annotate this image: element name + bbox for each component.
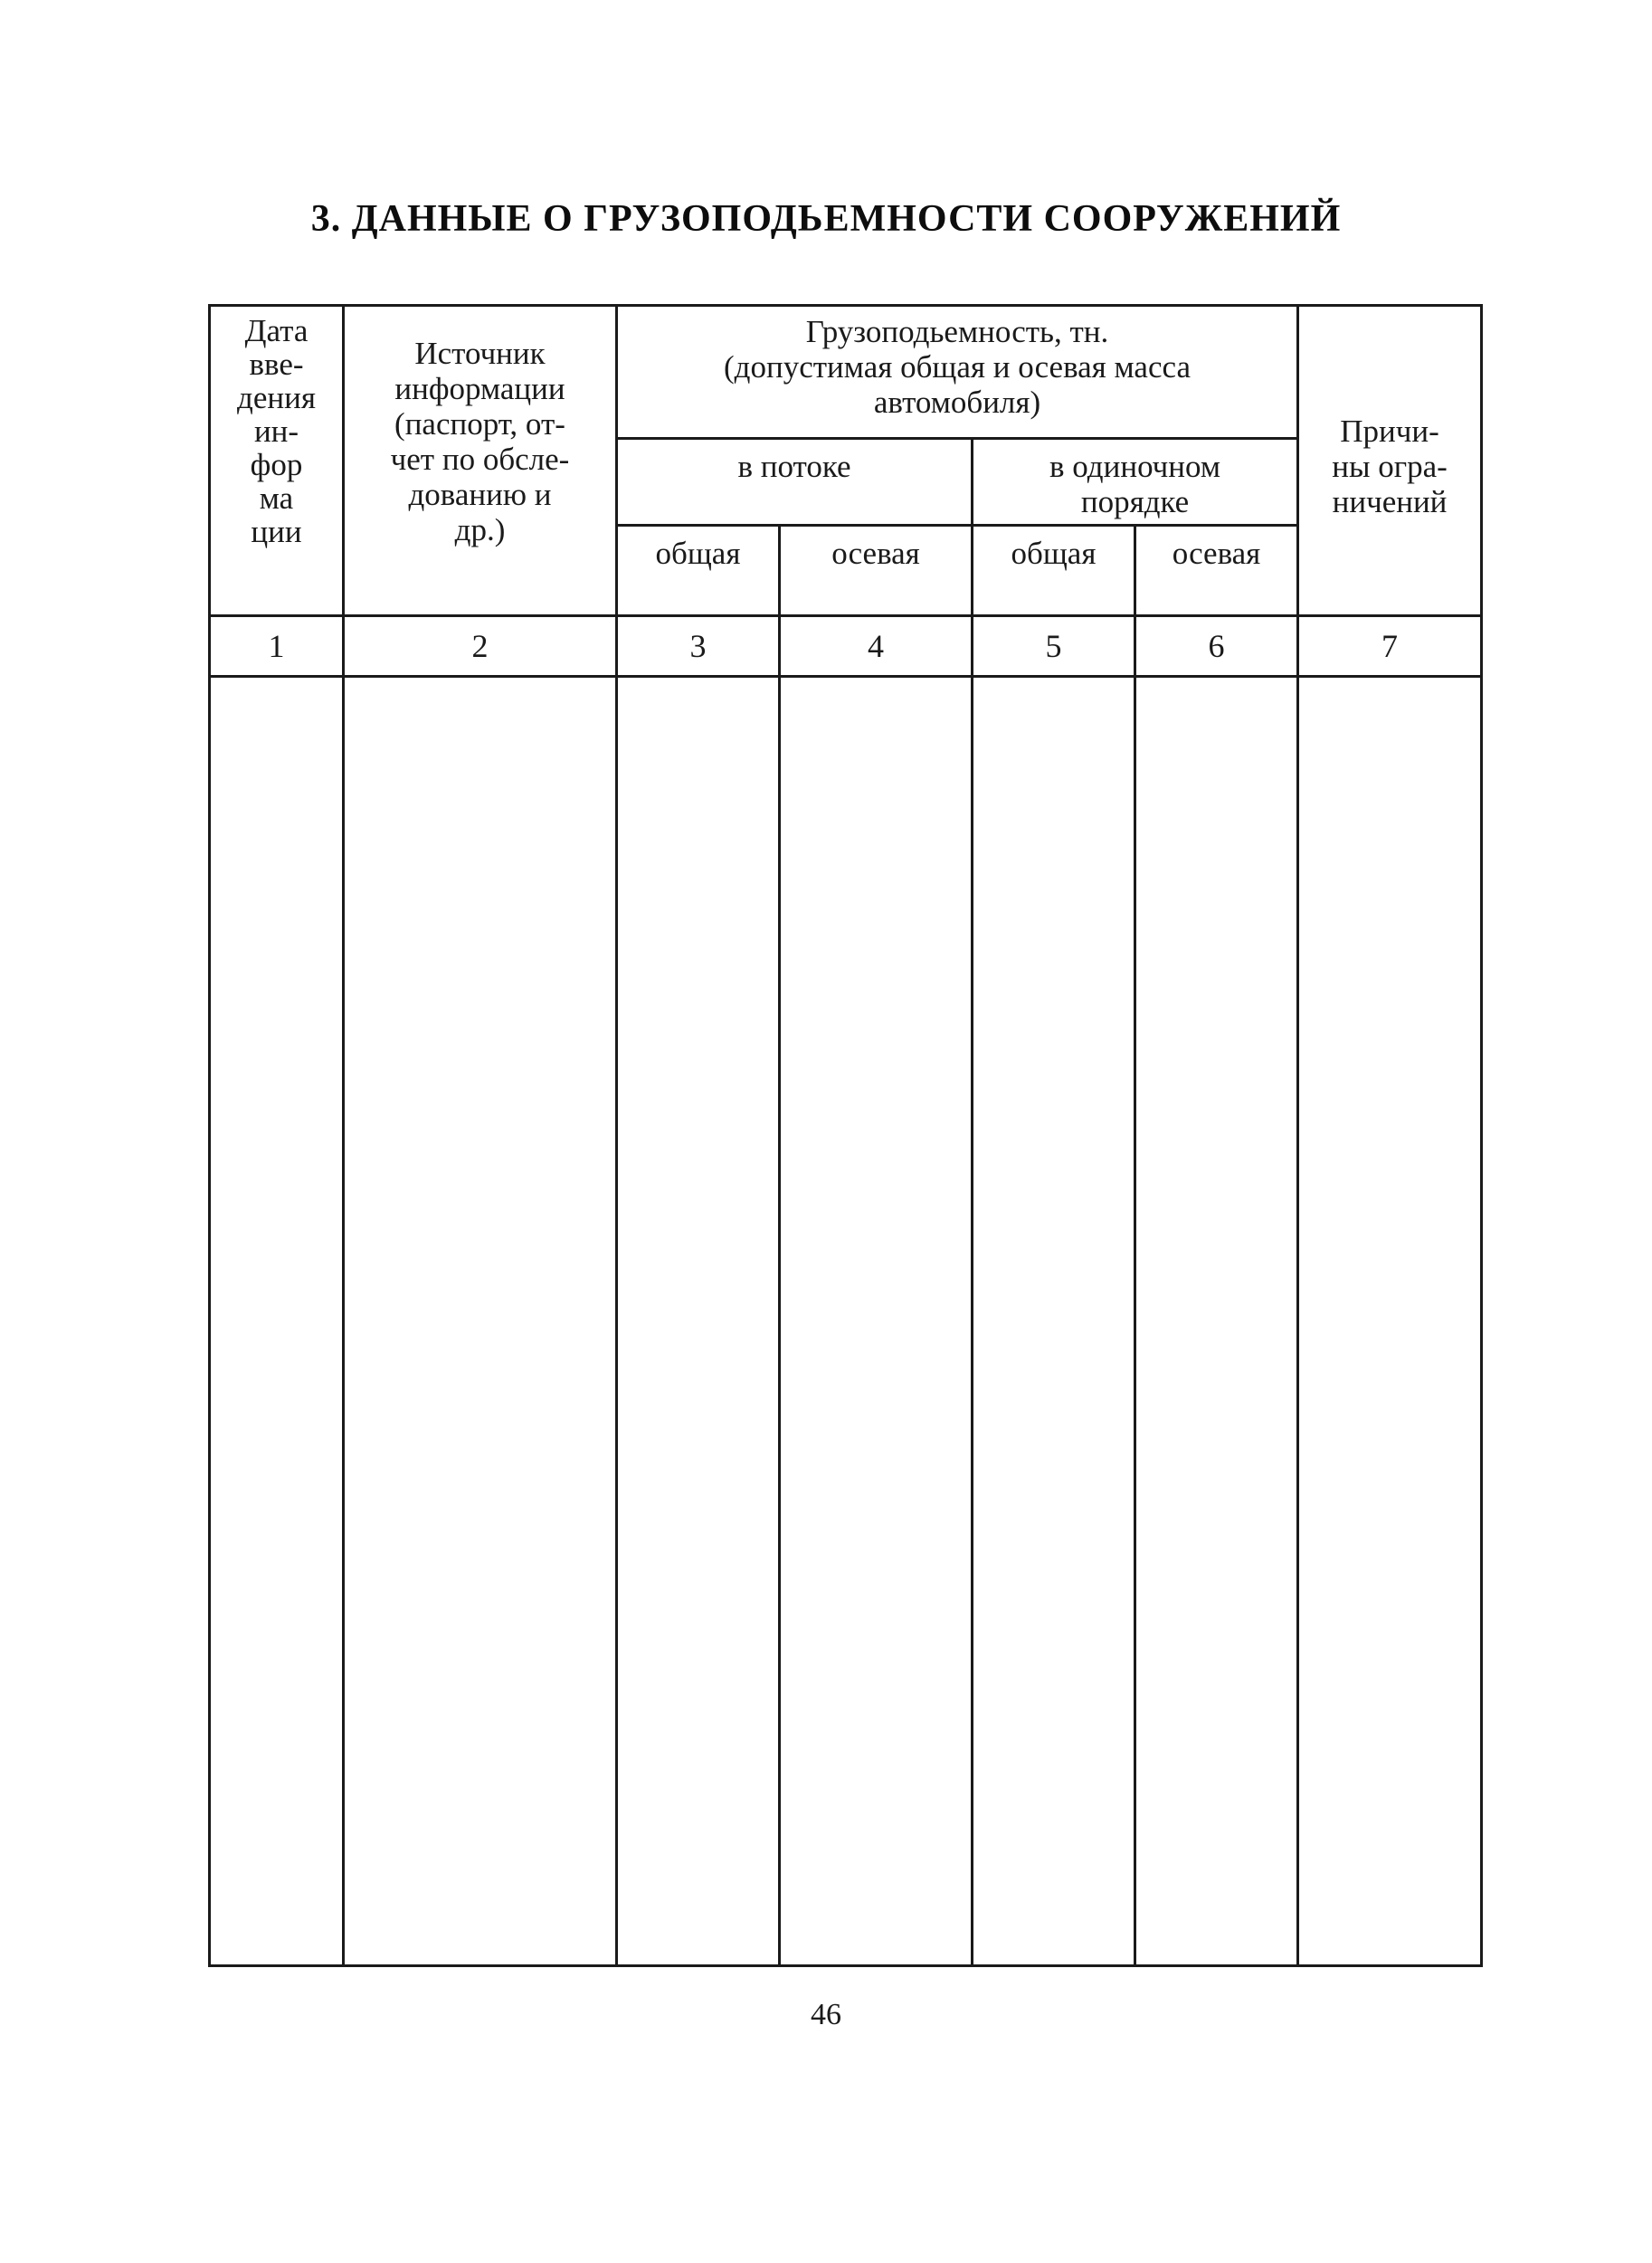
header-load-capacity-group: Грузоподьемность, тн. (допустимая общая и осевая масса автомобиля)	[617, 306, 1298, 439]
header-in-flow: в потоке	[617, 439, 973, 526]
empty-cell	[1135, 677, 1298, 1966]
column-number: 3	[617, 616, 780, 677]
header-total-flow: общая	[617, 526, 780, 616]
empty-cell	[973, 677, 1135, 1966]
column-number: 6	[1135, 616, 1298, 677]
page-title: 3. ДАННЫЕ О ГРУЗОПОДЬЕМНОСТИ СООРУЖЕНИЙ	[310, 198, 1342, 240]
header-axle-single: осевая	[1135, 526, 1298, 616]
header-total-single: общая	[973, 526, 1135, 616]
header-axle-flow: осевая	[780, 526, 973, 616]
empty-cell	[344, 677, 617, 1966]
empty-cell	[1298, 677, 1482, 1966]
table-row	[210, 677, 1482, 1966]
column-number: 1	[210, 616, 344, 677]
empty-cell	[617, 677, 780, 1966]
empty-cell	[210, 677, 344, 1966]
header-single-order: в одиночном порядке	[973, 439, 1298, 526]
column-number: 2	[344, 616, 617, 677]
header-restriction-reasons: Причи- ны огра- ничений	[1298, 306, 1482, 616]
column-number: 4	[780, 616, 973, 677]
header-date-of-entry: Дата вве- дения ин- фор ма ции	[210, 306, 344, 616]
column-number: 5	[973, 616, 1135, 677]
page-number: 46	[811, 1998, 841, 2031]
header-information-source: Источник информации (паспорт, от- чет по обсле- дованию и др.)	[344, 306, 617, 616]
load-capacity-table	[208, 304, 1483, 1967]
column-number-row	[210, 616, 1482, 677]
header-row-main	[210, 306, 1482, 439]
empty-cell	[780, 677, 973, 1966]
column-number: 7	[1298, 616, 1482, 677]
